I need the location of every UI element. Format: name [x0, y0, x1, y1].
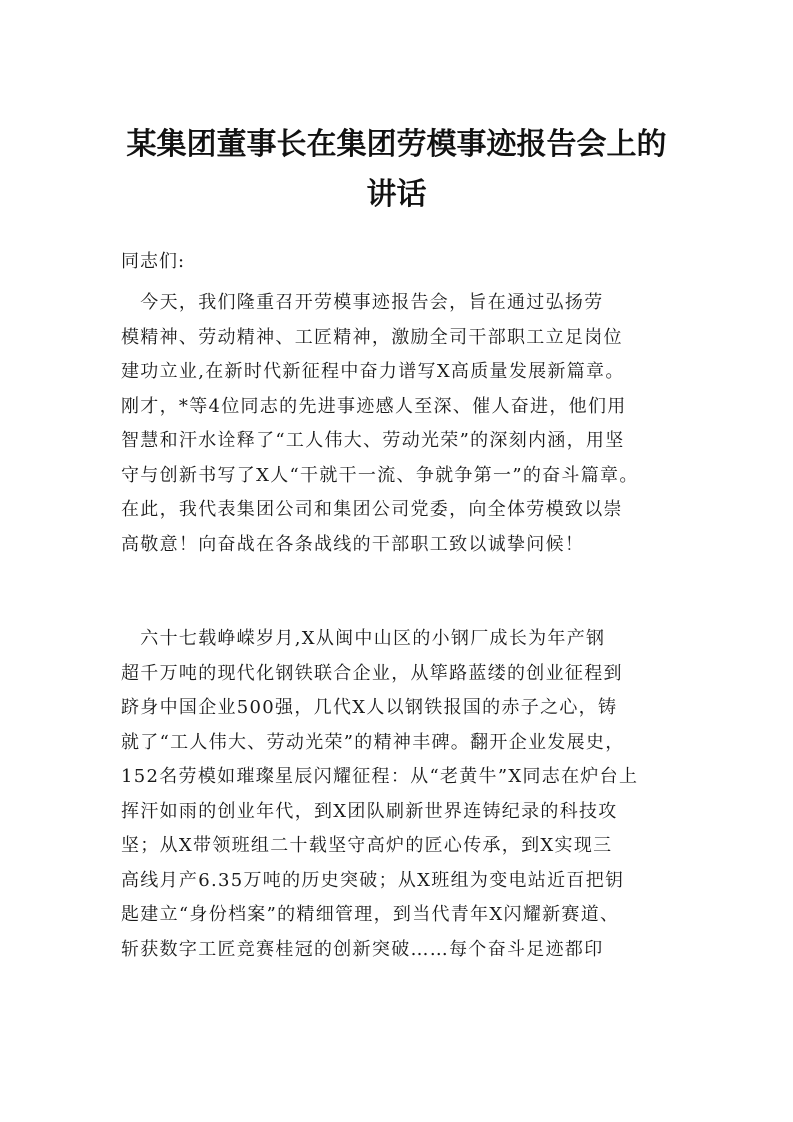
paragraph-line: 匙建立“身份档案”的精细管理，到当代青年X闪耀新赛道、 [121, 904, 620, 925]
paragraph-line: 高线月产6.35万吨的历史突破；从X班组为变电站近百把钥 [121, 869, 625, 891]
document-title-line-2: 讲话 [366, 177, 427, 212]
paragraph-line: 建功立业,在新时代新征程中奋力谱写X高质量发展新篇章。 [121, 361, 625, 382]
paragraph-line: 跻身中国企业500强，几代X人以钢铁报国的赤子之心，铸 [121, 697, 618, 718]
paragraph-line: 在此，我代表集团公司和集团公司党委，向全体劳模致以崇 [121, 499, 623, 520]
paragraph-line: 智慧和汗水诠释了“工人伟大、劳动光荣”的深刻内涵，用坚 [121, 430, 625, 451]
paragraph-line: 高敬意！向奋战在各条战线的干部职工致以诚挚问候！ [121, 533, 585, 555]
paragraph-line: 挥汗如雨的创业年代，到X团队刷新世界连铸纪录的科技攻 [121, 800, 618, 822]
paragraph-line: 模精神、劳动精神、工匠精神，激励全司干部职工立足岗位 [121, 326, 623, 348]
paragraph-line: 斩获数字工匠竞赛桂冠的创新突破……每个奋斗足迹都印 [121, 938, 604, 960]
paragraph-line: 152名劳模如璀璨星辰闪耀征程：从“老黄牛”X同志在炉台上 [121, 766, 639, 787]
paragraph-line: 就了“工人伟大、劳动光荣”的精神丰碑。翻开企业发展史， [121, 731, 625, 753]
salutation: 同志们: [121, 251, 186, 272]
paragraph-line: 超千万吨的现代化钢铁联合企业，从筚路蓝缕的创业征程到 [121, 662, 623, 684]
paragraph-1 [121, 286, 681, 562]
paragraph-line: 今天，我们隆重召开劳模事迹报告会，旨在通过弘扬劳 [121, 292, 604, 313]
paragraph-2 [121, 622, 681, 967]
paragraph-line: 刚才，*等4位同志的先进事迹感人至深、催人奋进，他们用 [121, 395, 627, 417]
document-title-line-1: 某集团董事长在集团劳模事迹报告会上的 [126, 127, 667, 162]
paragraph-line: 六十七载峥嵘岁月,X从闽中山区的小钢厂成长为年产钢 [121, 628, 606, 649]
paragraph-line: 守与创新书写了X人“干就干一流、争就争第一”的奋斗篇章。 [121, 464, 639, 486]
paragraph-line: 坚；从X带领班组二十载坚守高炉的匠心传承，到X实现三 [121, 835, 613, 856]
